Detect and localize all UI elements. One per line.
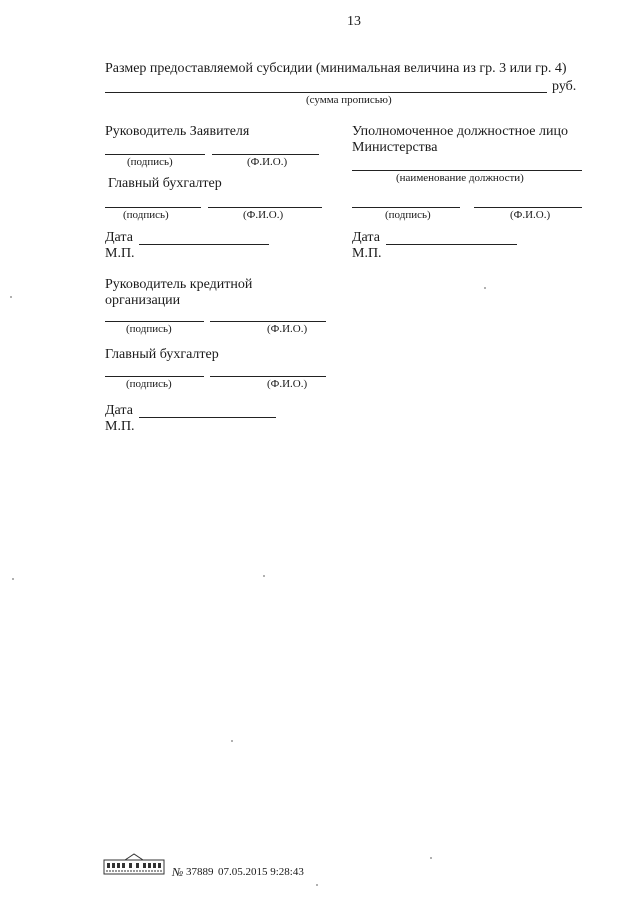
ministry-position-line bbox=[352, 170, 582, 171]
scan-speck bbox=[12, 578, 14, 580]
applicant-accountant-signature-line bbox=[105, 207, 201, 208]
building-logo-icon bbox=[103, 852, 165, 878]
bank-accountant-fio-caption: (Ф.И.О.) bbox=[267, 378, 308, 390]
doc-timestamp: 07.05.2015 9:28:43 bbox=[218, 866, 304, 878]
bank-date-label: Дата bbox=[105, 403, 133, 418]
ministry-fio-line bbox=[474, 207, 582, 208]
scan-speck bbox=[484, 287, 486, 289]
scan-speck bbox=[231, 740, 233, 742]
subsidy-title: Размер предоставляемой субсидии (минимальная величина из гр. 3 или гр. 4) bbox=[105, 61, 567, 76]
doc-number: 37889 bbox=[186, 866, 214, 878]
scan-speck bbox=[10, 296, 12, 298]
scan-speck bbox=[430, 857, 432, 859]
applicant-head-fio-caption: (Ф.И.О.) bbox=[247, 156, 288, 168]
applicant-head-fio-line bbox=[212, 154, 319, 155]
bank-head-signature-caption: (подпись) bbox=[126, 323, 172, 335]
bank-accountant-signature-caption: (подпись) bbox=[126, 378, 172, 390]
ministry-date-line bbox=[386, 244, 517, 245]
registry-stamp bbox=[103, 852, 165, 878]
bank-head-title-line1: Руководитель кредитной bbox=[105, 277, 253, 292]
ministry-signature-caption: (подпись) bbox=[385, 209, 431, 221]
ministry-date-label: Дата bbox=[352, 230, 380, 245]
ministry-fio-caption: (Ф.И.О.) bbox=[510, 209, 551, 221]
applicant-head-signature-caption: (подпись) bbox=[127, 156, 173, 168]
bank-accountant-title: Главный бухгалтер bbox=[105, 347, 219, 362]
applicant-date-label: Дата bbox=[105, 230, 133, 245]
applicant-accountant-title: Главный бухгалтер bbox=[108, 176, 222, 191]
bank-head-fio-line bbox=[210, 321, 326, 322]
bank-head-title-line2: организации bbox=[105, 293, 181, 308]
bank-accountant-signature-line bbox=[105, 376, 204, 377]
bank-date-line bbox=[139, 417, 276, 418]
subsidy-currency: руб. bbox=[552, 79, 577, 94]
applicant-accountant-fio-caption: (Ф.И.О.) bbox=[243, 209, 284, 221]
doc-number-symbol: № bbox=[172, 865, 184, 879]
scan-speck bbox=[263, 575, 265, 577]
bank-accountant-fio-line bbox=[210, 376, 326, 377]
applicant-head-title: Руководитель Заявителя bbox=[105, 124, 250, 139]
ministry-position-caption: (наименование должности) bbox=[396, 172, 524, 184]
applicant-date-line bbox=[139, 244, 269, 245]
subsidy-amount-caption: (сумма прописью) bbox=[306, 94, 392, 106]
ministry-stamp-label: М.П. bbox=[352, 246, 382, 261]
bank-head-signature-line bbox=[105, 321, 204, 322]
applicant-stamp-label: М.П. bbox=[105, 246, 135, 261]
bank-stamp-label: М.П. bbox=[105, 419, 135, 434]
scan-speck bbox=[316, 884, 318, 886]
applicant-head-signature-line bbox=[105, 154, 205, 155]
applicant-accountant-signature-caption: (подпись) bbox=[123, 209, 169, 221]
applicant-accountant-fio-line bbox=[208, 207, 322, 208]
page-number: 13 bbox=[347, 14, 361, 29]
bank-head-fio-caption: (Ф.И.О.) bbox=[267, 323, 308, 335]
ministry-signature-line bbox=[352, 207, 460, 208]
subsidy-amount-line bbox=[105, 92, 547, 93]
ministry-official-title: Уполномоченное должностное лицо Министерства bbox=[352, 124, 568, 155]
